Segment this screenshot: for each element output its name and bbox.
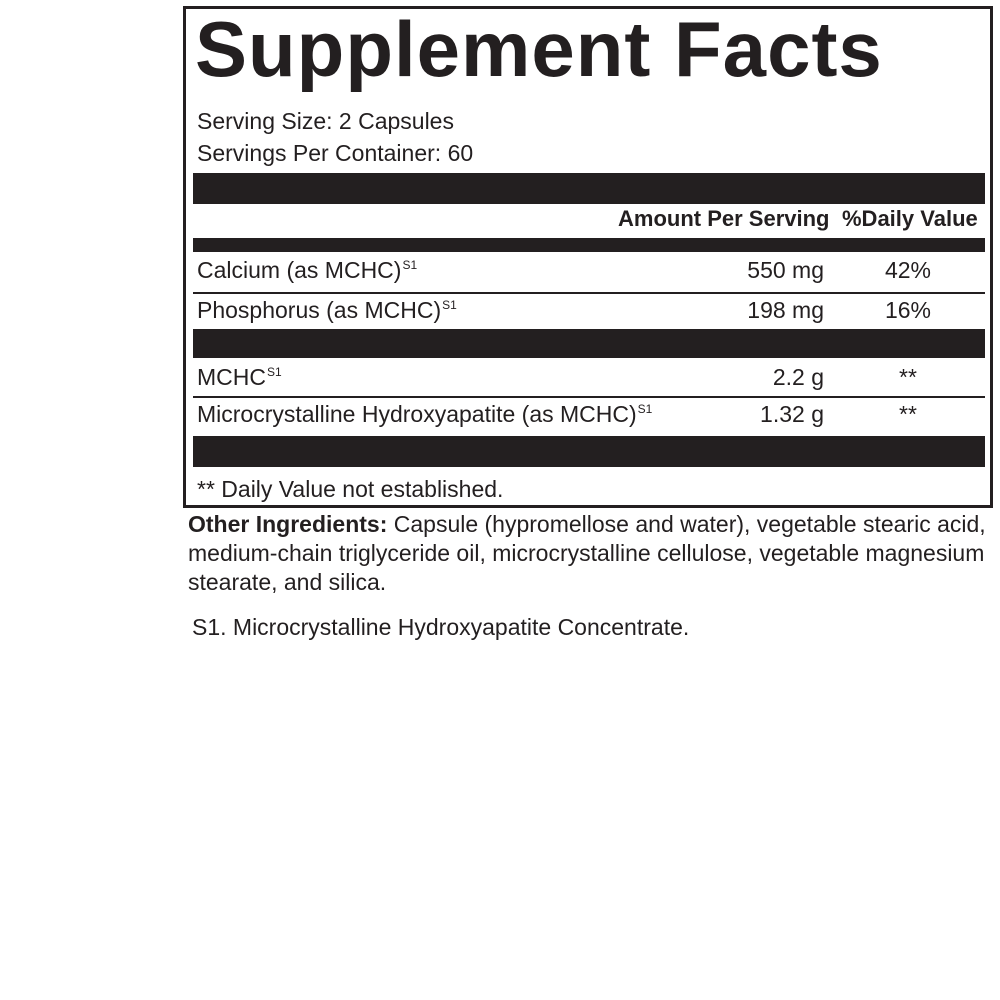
panel-title: Supplement Facts [195,5,883,93]
daily-value-footnote: ** Daily Value not established. [197,476,504,502]
nutrient-amount: 1.32 g [760,401,824,427]
nutrient-row [186,399,990,431]
thick-divider [193,329,985,358]
other-ingredients [188,510,993,597]
nutrient-daily-value: ** [899,364,917,390]
nutrient-row [186,255,990,287]
thick-divider [193,173,985,204]
row-divider [193,292,985,294]
medium-divider [193,238,985,252]
supplement-facts-panel [183,6,993,508]
nutrient-daily-value: ** [899,401,917,427]
nutrient-row [186,295,990,327]
row-divider [193,396,985,398]
header-amount-per-serving: Amount Per Serving [618,206,830,231]
nutrient-name: Calcium (as MCHC)$^{S1}$ [197,257,418,283]
nutrient-row [186,362,990,394]
other-ingredients-text: Capsule (hypromellose and water), vegetable stearic acid, medium-chain triglyceride oil, microcrystalline cellulose, vegetable magnesium stearate, and silica. [188,511,986,595]
serving-size: Serving Size: 2 Capsules [197,108,454,134]
thick-divider [193,436,985,467]
nutrient-amount: 2.2 g [772,364,824,390]
nutrient-amount: 198 mg [747,297,824,323]
servings-per-container: Servings Per Container: 60 [197,140,474,166]
nutrient-daily-value: 16% [884,297,932,323]
nutrient-name: $MCHC^{S1}$ [197,364,282,390]
nutrient-name: Phosphorus (as MCHC)$^{S1}$ [197,297,457,323]
other-ingredients-label: Other Ingredients: [188,511,388,537]
nutrient-daily-value: 42% [884,257,932,283]
source-footnote: S1. Microcrystalline Hydroxyapatite Concentrate. [192,614,690,640]
header-daily-value: %Daily Value [842,206,978,231]
nutrient-amount: 550 mg [747,257,824,283]
nutrient-name: Microcrystalline Hydroxyapatite (as MCHC)$^{S1}$ [197,401,653,427]
